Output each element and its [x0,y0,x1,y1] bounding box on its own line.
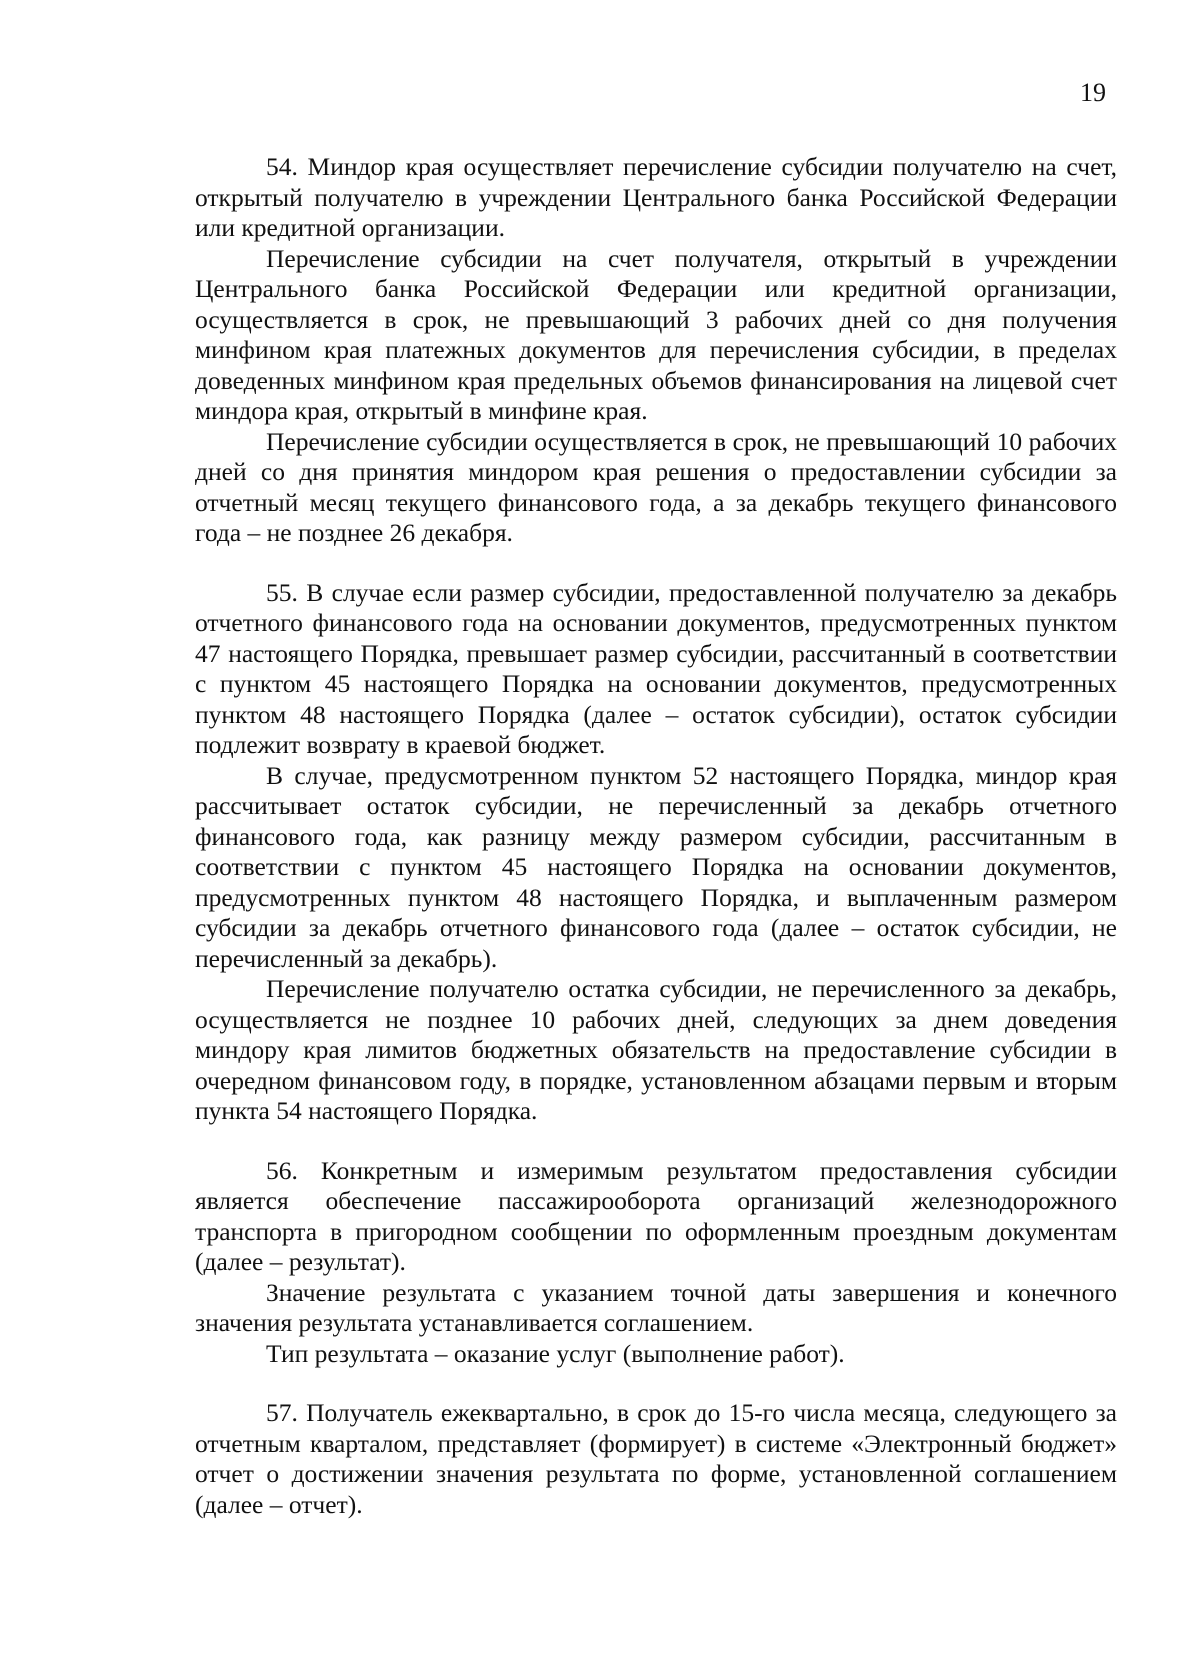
paragraph-55-remainder-return: 55. В случае если размер субсидии, предоставленной получателю за декабрь отчетного финансового года на основании документов, предусмотренных пунктом 47 настоящего Порядка, превышает размер субсидии, рассчитанный в соответствии с пунктом 45 настоящего Порядка на основании документов, предусмотренных пунктом 48 настоящего Порядка (далее – остаток субсидии), остаток субсидии подлежит возврату в краевой бюджет. [195,577,1117,759]
paragraph-55-remainder-calculation: В случае, предусмотренном пунктом 52 настоящего Порядка, миндор края рассчитывает остаток субсидии, не перечисленный за декабрь отчетного финансового года, как разницу между размером субсидии, рассчитанным в соответствии с пунктом 45 настоящего Порядка на основании документов, предусмотренных пунктом 48 настоящего Порядка, и выплаченным размером субсидии за декабрь отчетного финансового года (далее – остаток субсидии, не перечисленный за декабрь). [195,760,1117,973]
paragraph-56-result: 56. Конкретным и измеримым результатом предоставления субсидии является обеспечение пассажирооборота организаций железнодорожного транспорта в пригородном сообщении по оформленным проездным документам (далее – результат). [195,1155,1117,1276]
paragraph-56-result-type: Тип результата – оказание услуг (выполнение работ). [266,1338,845,1368]
document-body [195,152,1117,1520]
paragraph-56-result-value: Значение результата с указанием точной даты завершения и конечного значения результата устанавливается соглашением. [195,1277,1117,1337]
paragraph-57-report: 57. Получатель ежеквартально, в срок до 15-го числа месяца, следующего за отчетным кварталом, представляет (формирует) в системе «Электронный бюджет» отчет о достижении значения результата по форме, установленной соглашением (далее – отчет). [195,1398,1117,1519]
paragraph-54-transfer-deadline: Перечисление субсидии осуществляется в срок, не превышающий 10 рабочих дней со дня принятия миндором края решения о предоставлении субсидии за отчетный месяц текущего финансового года, а за декабрь текущего финансового года – не позднее 26 декабря. [195,426,1117,547]
paragraph-54-transfer-terms: Перечисление субсидии на счет получателя, открытый в учреждении Центрального банка Российской Федерации или кредитной организации, осуществляется в срок, не превышающий 3 рабочих дней со дня получения минфином края платежных документов для перечисления субсидии, в пределах доведенных минфином края предельных объемов финансирования на лицевой счет миндора края, открытый в минфине края. [195,243,1117,425]
page-number: 19 [1080,78,1106,107]
paragraph-55-remainder-transfer: Перечисление получателю остатка субсидии, не перечисленного за декабрь, осуществляется не позднее 10 рабочих дней, следующих за днем доведения миндору края лимитов бюджетных обязательств на предоставление субсидии в очередном финансовом году, в порядке, установленном абзацами первым и вторым пункта 54 настоящего Порядка. [195,974,1117,1125]
paragraph-54-transfer: 54. Миндор края осуществляет перечисление субсидии получателю на счет, открытый получателю в учреждении Центрального банка Российской Федерации или кредитной организации. [195,152,1117,242]
